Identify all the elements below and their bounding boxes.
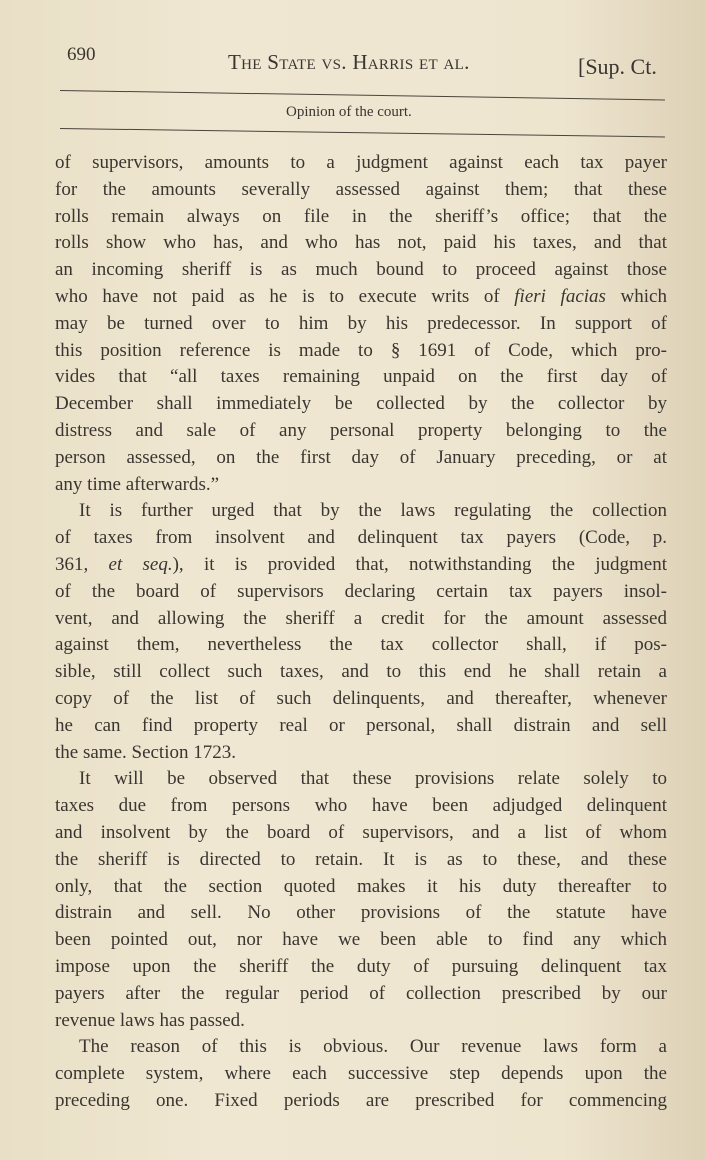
text-line bbox=[55, 900, 667, 927]
text-line bbox=[55, 1061, 667, 1088]
text-line bbox=[55, 981, 667, 1008]
text-segment: December shall immediately be collected by the collector by bbox=[55, 393, 667, 415]
text-segment: vides that “all taxes remaining unpaid on the first day of bbox=[55, 366, 667, 388]
text-segment: the sheriff is directed to retain. It is as to these, and these bbox=[55, 848, 667, 870]
text-line bbox=[55, 793, 667, 820]
text-segment: impose upon the sheriff the duty of pursuing delinquent tax bbox=[55, 955, 667, 977]
section-heading: Opinion of the court. bbox=[286, 104, 412, 120]
text-segment: this position reference is made to § 1691 of Code, which pro- bbox=[55, 339, 667, 361]
text-line bbox=[55, 1088, 667, 1115]
text-segment: an incoming sheriff is as much bound to proceed against those bbox=[55, 259, 667, 281]
text-segment: payers after the regular period of collection prescribed by our bbox=[55, 982, 667, 1004]
text-segment: who have not paid as he is to execute writs of bbox=[55, 285, 515, 307]
text-segment: may be turned over to him by his predecessor. In support of bbox=[55, 312, 667, 334]
text-line bbox=[55, 445, 667, 472]
text-segment: distrain and sell. No other provisions of the statute have bbox=[55, 902, 667, 924]
text-segment: copy of the list of such delinquents, and thereafter, whenever bbox=[55, 687, 667, 709]
opinion-text bbox=[55, 150, 667, 1115]
text-line bbox=[55, 927, 667, 954]
italic-term: et seq. bbox=[108, 553, 173, 575]
text-line bbox=[55, 766, 667, 793]
text-line bbox=[55, 740, 667, 767]
text-line bbox=[55, 659, 667, 686]
text-segment: revenue laws has passed. bbox=[55, 1009, 245, 1031]
text-segment: and insolvent by the board of supervisors, and a list of whom bbox=[55, 821, 667, 843]
text-segment: for the amounts severally assessed against them; that these bbox=[55, 178, 667, 200]
text-segment: sible, still collect such taxes, and to this end he shall retain a bbox=[55, 661, 667, 683]
text-segment: taxes due from persons who have been adjudged delinquent bbox=[55, 795, 667, 817]
text-line bbox=[55, 311, 667, 338]
text-segment: rolls remain always on file in the sheriff’s office; that the bbox=[55, 205, 667, 227]
text-line bbox=[55, 713, 667, 740]
text-segment: The reason of this is obvious. Our revenue laws form a bbox=[79, 1036, 667, 1058]
text-line bbox=[55, 498, 667, 525]
text-segment: It will be observed that these provisions relate solely to bbox=[79, 768, 667, 790]
text-line bbox=[55, 364, 667, 391]
text-segment: preceding one. Fixed periods are prescribed for commencing bbox=[55, 1089, 667, 1111]
text-line bbox=[55, 257, 667, 284]
text-line bbox=[55, 418, 667, 445]
text-line bbox=[55, 579, 667, 606]
text-line bbox=[55, 472, 667, 499]
text-line bbox=[55, 525, 667, 552]
text-segment: distress and sale of any personal property belonging to the bbox=[55, 419, 667, 441]
text-line bbox=[55, 847, 667, 874]
italic-term: fieri facias bbox=[514, 285, 606, 307]
text-line bbox=[55, 632, 667, 659]
court-label: [Sup. Ct. bbox=[578, 54, 657, 79]
page-number: 690 bbox=[67, 44, 96, 65]
text-segment: the same. Section 1723. bbox=[55, 741, 236, 763]
text-segment: any time afterwards.” bbox=[55, 473, 220, 495]
text-line bbox=[55, 284, 667, 311]
text-segment: ), it is provided that, notwithstanding the judgment bbox=[172, 553, 668, 575]
text-segment: against them, nevertheless the tax collector shall, if pos- bbox=[55, 634, 667, 656]
text-segment: he can find property real or personal, shall distrain and sell bbox=[55, 714, 667, 736]
text-segment: It is further urged that by the laws regulating the collection bbox=[79, 500, 667, 522]
text-segment: person assessed, on the first day of January preceding, or at bbox=[55, 446, 667, 468]
text-line bbox=[55, 820, 667, 847]
text-line bbox=[55, 391, 667, 418]
text-line bbox=[55, 954, 667, 981]
text-segment: which bbox=[605, 285, 667, 307]
text-segment: complete system, where each successive step depends upon the bbox=[55, 1063, 667, 1085]
text-line bbox=[55, 177, 667, 204]
text-segment: of the board of supervisors declaring certain tax payers insol- bbox=[55, 580, 667, 602]
text-segment: vent, and allowing the sheriff a credit for the amount assessed bbox=[55, 607, 667, 629]
text-line bbox=[55, 1008, 667, 1035]
text-segment: been pointed out, nor have we been able to find any which bbox=[55, 929, 667, 951]
text-line bbox=[55, 204, 667, 231]
text-segment: 361, bbox=[55, 553, 109, 575]
text-segment: of supervisors, amounts to a judgment against each tax payer bbox=[55, 152, 667, 173]
text-line bbox=[55, 1034, 667, 1061]
text-segment: rolls show who has, and who has not, paid his taxes, and that bbox=[55, 232, 667, 254]
text-line bbox=[55, 150, 667, 177]
text-line bbox=[55, 338, 667, 365]
text-line bbox=[55, 686, 667, 713]
running-title: The State vs. Harris et al. bbox=[228, 50, 470, 74]
text-segment: only, that the section quoted makes it his duty thereafter to bbox=[55, 875, 667, 897]
text-line bbox=[55, 552, 667, 579]
text-line bbox=[55, 874, 667, 901]
text-line bbox=[55, 606, 667, 633]
text-line bbox=[55, 230, 667, 257]
text-segment: of taxes from insolvent and delinquent tax payers (Code, p. bbox=[55, 527, 667, 549]
